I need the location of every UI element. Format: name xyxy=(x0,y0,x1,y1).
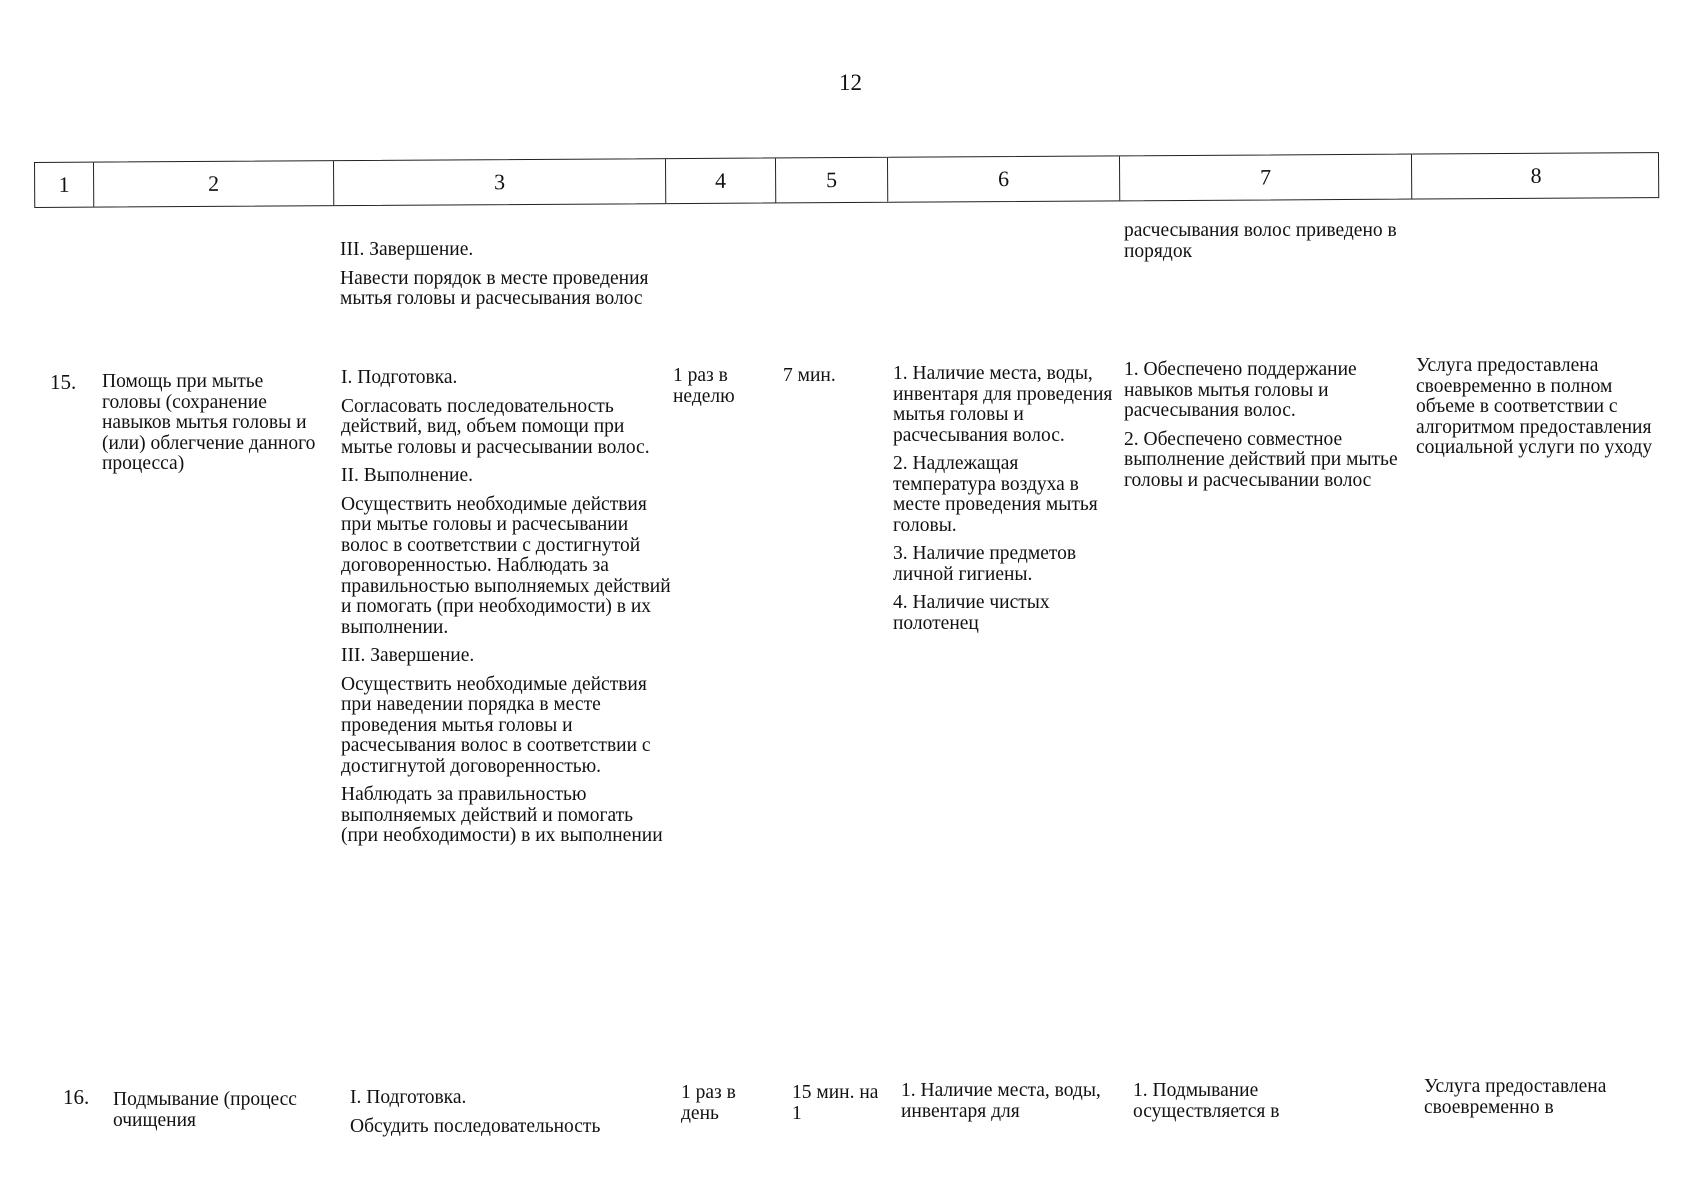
continuation-steps xyxy=(340,240,670,310)
duration: 7 мин. xyxy=(783,365,836,386)
conditions xyxy=(893,364,1121,634)
column-header-6: 6 xyxy=(887,156,1119,201)
duration: 15 мин. на 1 xyxy=(792,1082,879,1124)
condition-item: 1. Наличие места, воды, инвентаря для проведения мытья головы и расчесывания волос. xyxy=(893,363,1113,446)
table-header-row xyxy=(34,152,1659,208)
condition-item: 4. Наличие чистых полотенец xyxy=(893,592,1050,634)
column-header-5: 5 xyxy=(775,158,887,203)
step-text: I. Подготовка. xyxy=(350,1087,467,1108)
service-steps xyxy=(341,368,671,847)
service-name: Подмывание (процесс очищения xyxy=(113,1089,297,1131)
column-header-2: 2 xyxy=(93,161,333,206)
column-header-1: 1 xyxy=(58,171,70,197)
column-header-7: 7 xyxy=(1119,155,1411,201)
step-text: III. Завершение. xyxy=(341,645,475,666)
step-text: Обсудить последовательность xyxy=(350,1115,601,1137)
results xyxy=(1124,360,1408,491)
step-text: Осуществить необходимые действия при наведении порядка в месте проведения мытья головы и расчесывания волос в соответствии с достигнутой договоренностью. xyxy=(341,673,651,777)
column-header-4: 4 xyxy=(665,158,775,203)
conditions xyxy=(901,1081,1131,1122)
frequency: 1 раз в неделю xyxy=(673,365,735,407)
condition-item: 2. Надлежащая температура воздуха в месте проведения мытья головы. xyxy=(893,453,1098,536)
service-steps xyxy=(350,1088,680,1137)
condition-item: 3. Наличие предметов личной гигиены. xyxy=(893,543,1077,585)
page-number: 12 xyxy=(839,70,862,95)
step-text: Осуществить необходимые действия при мытье головы и расчесывании волос в соответствии с достигнутой договоренностью. Наблюдать за правильностью выполняемых действий и помогать (при необходимости) в их выполнении. xyxy=(341,493,671,638)
continuation-result: расчесывания волос приведено в порядок xyxy=(1124,220,1397,262)
results xyxy=(1133,1081,1393,1122)
step-text: II. Выполнение. xyxy=(341,465,473,486)
result-item: 1. Обеспечено поддержание навыков мытья головы и расчесывания волос. xyxy=(1124,359,1357,421)
result-item: 2. Обеспечено совместное выполнение действий при мытье головы и расчесывании волос xyxy=(1124,428,1398,491)
step-text: Наблюдать за правильностью выполняемых действий и помогать (при необходимости) в их выполнении xyxy=(341,784,663,846)
frequency: 1 раз в день xyxy=(681,1082,736,1124)
row-number: 15. xyxy=(50,370,77,394)
condition-item: 1. Наличие места, воды, инвентаря для xyxy=(901,1080,1101,1122)
column-header-3: 3 xyxy=(333,159,665,205)
result-item: 1. Подмывание осуществляется в xyxy=(1133,1080,1280,1122)
service-name: Помощь при мытье головы (сохранение навыков мытья головы и (или) облегчение данного процесса) xyxy=(102,371,316,474)
continuation-step: III. Завершение. xyxy=(340,239,474,260)
step-text: I. Подготовка. xyxy=(341,367,458,388)
row-number: 16. xyxy=(63,1085,90,1109)
continuation-step: Навести порядок в месте проведения мытья головы и расчесывания волос xyxy=(340,267,649,309)
step-text: Согласовать последовательность действий, вид, объем помощи при мытье головы и расчесывании волос. xyxy=(341,395,650,458)
evaluation: Услуга предоставлена своевременно в xyxy=(1424,1076,1607,1118)
column-header-8: 8 xyxy=(1411,153,1660,199)
evaluation: Услуга предоставлена своевременно в полном объеме в соответствии с алгоритмом предоставления социальной услуги по уходу xyxy=(1416,355,1653,458)
